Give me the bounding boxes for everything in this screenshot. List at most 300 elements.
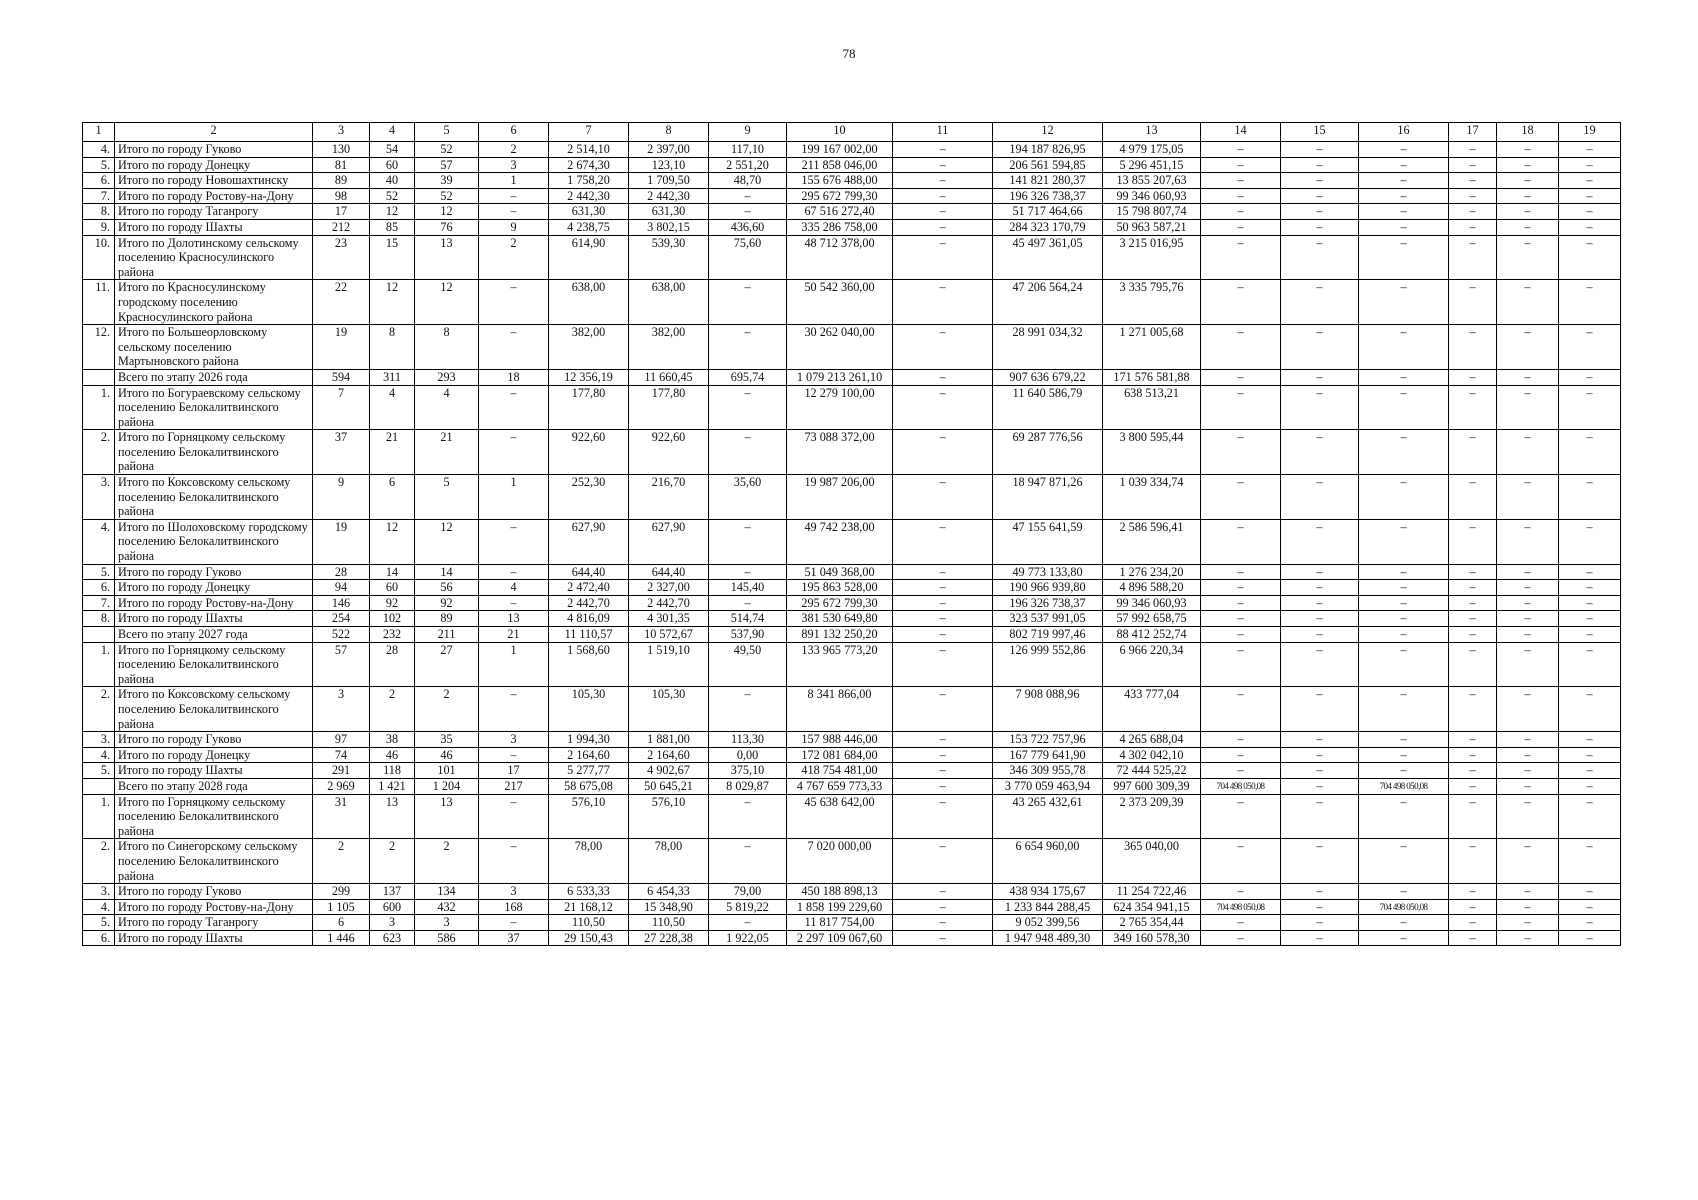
table-cell: 335 286 758,00 (787, 219, 893, 235)
table-cell: – (1449, 884, 1497, 900)
table-cell: – (1201, 611, 1281, 627)
table-cell: 695,74 (709, 369, 787, 385)
table-cell: – (893, 142, 993, 158)
table-cell: 73 088 372,00 (787, 430, 893, 475)
table-cell: 47 206 564,24 (993, 280, 1103, 325)
table-cell: – (1359, 325, 1449, 370)
table-cell: – (1201, 142, 1281, 158)
table-cell: – (1449, 732, 1497, 748)
table-cell: – (479, 564, 549, 580)
table-cell: 6 966 220,34 (1103, 642, 1201, 687)
table-cell: – (1497, 385, 1559, 430)
table-cell: 50 542 360,00 (787, 280, 893, 325)
table-cell: 3 (479, 157, 549, 173)
table-cell: – (1559, 280, 1621, 325)
table-cell: – (1559, 611, 1621, 627)
table-cell: 3 (479, 732, 549, 748)
row-label: Итого по городу Донецку (115, 157, 313, 173)
row-number (83, 369, 115, 385)
table-cell: 293 (415, 369, 479, 385)
row-number: 8. (83, 611, 115, 627)
table-cell: 21 (370, 430, 415, 475)
table-cell: 50 963 587,21 (1103, 219, 1201, 235)
table-cell: 28 991 034,32 (993, 325, 1103, 370)
table-cell: – (1201, 430, 1281, 475)
table-cell: – (1449, 595, 1497, 611)
table-cell: – (1281, 564, 1359, 580)
table-cell: – (1449, 157, 1497, 173)
table-cell: 134 (415, 884, 479, 900)
table-cell: – (479, 430, 549, 475)
table-cell: – (1497, 369, 1559, 385)
table-cell: 638 513,21 (1103, 385, 1201, 430)
table-cell: – (479, 747, 549, 763)
table-cell: – (1201, 687, 1281, 732)
table-cell: 13 855 207,63 (1103, 173, 1201, 189)
table-cell: 2 442,70 (629, 595, 709, 611)
table-row (83, 173, 1621, 189)
table-cell: 382,00 (549, 325, 629, 370)
table-cell: – (1359, 157, 1449, 173)
table-cell: 141 821 280,37 (993, 173, 1103, 189)
table-cell: 4 302 042,10 (1103, 747, 1201, 763)
table-cell: 614,90 (549, 235, 629, 280)
table-cell: 52 (415, 188, 479, 204)
table-cell: 30 262 040,00 (787, 325, 893, 370)
row-label: Итого по Шолоховскому городскому поселению Белокалитвинского района (115, 519, 313, 564)
table-cell: – (1201, 884, 1281, 900)
table-cell: 92 (370, 595, 415, 611)
table-cell: – (1359, 519, 1449, 564)
table-cell: 206 561 594,85 (993, 157, 1103, 173)
table-cell: 252,30 (549, 475, 629, 520)
table-cell: 113,30 (709, 732, 787, 748)
table-cell: – (1359, 430, 1449, 475)
table-cell: 2 442,70 (549, 595, 629, 611)
table-cell: – (1201, 794, 1281, 839)
table-cell: – (1201, 385, 1281, 430)
table-cell: 2 (313, 839, 370, 884)
table-cell: 1 709,50 (629, 173, 709, 189)
row-label: Итого по городу Гуково (115, 142, 313, 158)
column-header: 19 (1559, 123, 1621, 142)
table-cell: – (1449, 627, 1497, 643)
table-cell: 48 712 378,00 (787, 235, 893, 280)
table-row (83, 235, 1621, 280)
table-cell: 349 160 578,30 (1103, 930, 1201, 946)
table-cell: 1 (479, 642, 549, 687)
table-cell: 145,40 (709, 580, 787, 596)
table-cell: – (1449, 915, 1497, 931)
table-cell: 12 356,19 (549, 369, 629, 385)
table-cell: 28 (313, 564, 370, 580)
table-cell: 97 (313, 732, 370, 748)
table-cell: 8 341 866,00 (787, 687, 893, 732)
table-cell: 537,90 (709, 627, 787, 643)
table-cell: – (1559, 519, 1621, 564)
table-cell: – (1559, 475, 1621, 520)
table-cell: – (1201, 173, 1281, 189)
table-cell: 1 421 (370, 778, 415, 794)
table-cell: 9 052 399,56 (993, 915, 1103, 931)
row-number: 4. (83, 747, 115, 763)
column-header: 9 (709, 123, 787, 142)
table-cell: – (1359, 564, 1449, 580)
table-cell: – (1201, 325, 1281, 370)
table-cell: 6 654 960,00 (993, 839, 1103, 884)
table-cell: 299 (313, 884, 370, 900)
table-cell: 1 994,30 (549, 732, 629, 748)
table-cell: – (1281, 595, 1359, 611)
table-cell: 123,10 (629, 157, 709, 173)
table-cell: – (479, 839, 549, 884)
row-label: Итого по Богураевскому сельскому поселению Белокалитвинского района (115, 385, 313, 430)
table-cell: – (1449, 385, 1497, 430)
table-cell: 638,00 (549, 280, 629, 325)
table-cell: – (1559, 627, 1621, 643)
table-cell: 576,10 (629, 794, 709, 839)
table-cell: – (1449, 763, 1497, 779)
row-label: Итого по Коксовскому сельскому поселению Белокалитвинского района (115, 475, 313, 520)
table-cell: – (893, 188, 993, 204)
table-cell: 39 (415, 173, 479, 189)
table-cell: – (1497, 747, 1559, 763)
table-cell: 12 (415, 519, 479, 564)
table-cell: 3 770 059 463,94 (993, 778, 1103, 794)
row-number: 6. (83, 580, 115, 596)
row-label: Итого по Красносулинскому городскому поселению Красносулинского района (115, 280, 313, 325)
table-cell: – (893, 475, 993, 520)
table-cell: – (1497, 430, 1559, 475)
row-number: 1. (83, 642, 115, 687)
table-cell: 624 354 941,15 (1103, 899, 1201, 915)
table-cell: 631,30 (629, 204, 709, 220)
table-cell: – (1559, 763, 1621, 779)
table-cell: 2 674,30 (549, 157, 629, 173)
table-cell: 12 (370, 519, 415, 564)
table-cell: – (479, 385, 549, 430)
table-cell: – (1281, 475, 1359, 520)
table-cell: – (1449, 325, 1497, 370)
table-cell: – (1497, 157, 1559, 173)
table-cell: – (1497, 280, 1559, 325)
column-header: 3 (313, 123, 370, 142)
table-cell: 51 717 464,66 (993, 204, 1103, 220)
table-cell: – (1359, 595, 1449, 611)
table-cell: 15 798 807,74 (1103, 204, 1201, 220)
table-cell: 157 988 446,00 (787, 732, 893, 748)
row-label: Итого по городу Гуково (115, 884, 313, 900)
table-row (83, 325, 1621, 370)
table-cell: 27 (415, 642, 479, 687)
table-cell: 45 638 642,00 (787, 794, 893, 839)
table-cell: – (479, 519, 549, 564)
table-cell: – (893, 899, 993, 915)
column-header: 1 (83, 123, 115, 142)
table-row (83, 611, 1621, 627)
table-cell: – (479, 915, 549, 931)
table-cell: 375,10 (709, 763, 787, 779)
row-label: Итого по городу Таганрогу (115, 204, 313, 220)
table-cell: 196 326 738,37 (993, 188, 1103, 204)
table-row (83, 564, 1621, 580)
table-cell: – (709, 188, 787, 204)
table-cell: – (1497, 188, 1559, 204)
table-cell: – (1359, 747, 1449, 763)
table-cell: 190 966 939,80 (993, 580, 1103, 596)
table-cell: – (1497, 687, 1559, 732)
table-cell: 38 (370, 732, 415, 748)
table-cell: 60 (370, 157, 415, 173)
table-cell: 381 530 649,80 (787, 611, 893, 627)
table-cell: – (1449, 235, 1497, 280)
table-cell: 48,70 (709, 173, 787, 189)
table-cell: – (1449, 280, 1497, 325)
table-cell: – (1449, 519, 1497, 564)
column-header: 14 (1201, 123, 1281, 142)
table-cell: – (1281, 188, 1359, 204)
table-cell: 907 636 679,22 (993, 369, 1103, 385)
row-number: 5. (83, 157, 115, 173)
table-cell: – (1201, 188, 1281, 204)
table-cell: – (1497, 732, 1559, 748)
table-cell: 12 (415, 204, 479, 220)
table-cell: 2 397,00 (629, 142, 709, 158)
table-cell: 29 150,43 (549, 930, 629, 946)
row-label: Итого по городу Таганрогу (115, 915, 313, 931)
table-cell: 15 (370, 235, 415, 280)
table-cell: – (709, 794, 787, 839)
table-cell: – (1497, 915, 1559, 931)
table-cell: – (1559, 235, 1621, 280)
table-cell: 1 233 844 288,45 (993, 899, 1103, 915)
table-cell: – (1449, 930, 1497, 946)
table-cell: – (1281, 157, 1359, 173)
table-cell: 105,30 (549, 687, 629, 732)
table-cell: 12 (415, 280, 479, 325)
table-cell: – (1559, 839, 1621, 884)
table-cell: – (1449, 475, 1497, 520)
table-cell: – (893, 839, 993, 884)
table-cell: – (479, 325, 549, 370)
table-cell: 50 645,21 (629, 778, 709, 794)
table-row (83, 157, 1621, 173)
table-cell: 14 (370, 564, 415, 580)
table-cell: 586 (415, 930, 479, 946)
column-header: 12 (993, 123, 1103, 142)
table-cell: – (1449, 219, 1497, 235)
table-cell: 2 (479, 235, 549, 280)
row-number: 7. (83, 188, 115, 204)
table-cell: – (1201, 369, 1281, 385)
table-cell: 177,80 (629, 385, 709, 430)
table-cell: – (1559, 564, 1621, 580)
row-label: Итого по Горняцкому сельскому поселению Белокалитвинского района (115, 794, 313, 839)
table-row (83, 763, 1621, 779)
row-label: Итого по городу Ростову-на-Дону (115, 899, 313, 915)
table-cell: 0,00 (709, 747, 787, 763)
column-header: 16 (1359, 123, 1449, 142)
table-cell: 365 040,00 (1103, 839, 1201, 884)
table-cell: – (1281, 747, 1359, 763)
table-cell: – (893, 687, 993, 732)
table-cell: – (1281, 430, 1359, 475)
table-cell: – (1497, 173, 1559, 189)
table-cell: – (1559, 142, 1621, 158)
table-cell: – (479, 687, 549, 732)
table-cell: 1 276 234,20 (1103, 564, 1201, 580)
table-cell: 254 (313, 611, 370, 627)
row-number (83, 627, 115, 643)
table-cell: – (1281, 325, 1359, 370)
table-cell: – (1281, 519, 1359, 564)
table-cell: 88 412 252,74 (1103, 627, 1201, 643)
table-cell: 155 676 488,00 (787, 173, 893, 189)
table-cell: – (1449, 839, 1497, 884)
table-cell: 11 660,45 (629, 369, 709, 385)
table-cell: 3 800 595,44 (1103, 430, 1201, 475)
table-cell: 4 265 688,04 (1103, 732, 1201, 748)
table-cell: – (1201, 627, 1281, 643)
table-cell: 323 537 991,05 (993, 611, 1103, 627)
data-table (82, 122, 1621, 946)
table-cell: – (1359, 142, 1449, 158)
table-cell: 85 (370, 219, 415, 235)
table-cell: 2 164,60 (629, 747, 709, 763)
table-cell: 4 816,09 (549, 611, 629, 627)
table-cell: 638,00 (629, 280, 709, 325)
table-cell: 101 (415, 763, 479, 779)
table-cell: 57 (415, 157, 479, 173)
table-cell: – (1201, 747, 1281, 763)
table-row (83, 219, 1621, 235)
table-cell: 627,90 (629, 519, 709, 564)
table-cell: 118 (370, 763, 415, 779)
table-cell: – (893, 611, 993, 627)
row-label: Итого по городу Шахты (115, 219, 313, 235)
table-cell: – (1559, 219, 1621, 235)
table-cell: – (1359, 687, 1449, 732)
table-cell: 75,60 (709, 235, 787, 280)
table-cell: – (1281, 930, 1359, 946)
table-cell: 2 472,40 (549, 580, 629, 596)
table-cell: 1 204 (415, 778, 479, 794)
table-cell: – (1559, 595, 1621, 611)
table-cell: – (1497, 839, 1559, 884)
column-header: 2 (115, 123, 313, 142)
table-cell: 7 (313, 385, 370, 430)
column-header: 4 (370, 123, 415, 142)
table-cell: 102 (370, 611, 415, 627)
table-cell: 1 (479, 173, 549, 189)
table-cell: – (1359, 385, 1449, 430)
table-row (83, 595, 1621, 611)
table-cell: – (1559, 930, 1621, 946)
table-cell: – (1497, 627, 1559, 643)
table-cell: – (1359, 188, 1449, 204)
column-header: 8 (629, 123, 709, 142)
row-label: Итого по Горняцкому сельскому поселению Белокалитвинского района (115, 642, 313, 687)
row-label: Итого по городу Новошахтинску (115, 173, 313, 189)
table-cell: 346 309 955,78 (993, 763, 1103, 779)
table-cell: – (1449, 899, 1497, 915)
table-cell: – (893, 235, 993, 280)
table-cell: 1 568,60 (549, 642, 629, 687)
row-label: Итого по Большеорловскому сельскому поселению Мартыновского района (115, 325, 313, 370)
table-cell: – (1497, 564, 1559, 580)
table-cell: 1 758,20 (549, 173, 629, 189)
table-cell: – (1201, 235, 1281, 280)
row-label: Всего по этапу 2026 года (115, 369, 313, 385)
table-cell: – (709, 595, 787, 611)
table-cell: 43 265 432,61 (993, 794, 1103, 839)
table-cell: – (709, 385, 787, 430)
table-cell: – (709, 687, 787, 732)
row-number: 5. (83, 915, 115, 931)
table-cell: – (1359, 219, 1449, 235)
table-cell: 2 514,10 (549, 142, 629, 158)
table-cell: 2 969 (313, 778, 370, 794)
table-cell: – (1281, 732, 1359, 748)
table-cell: 18 (479, 369, 549, 385)
table-row (83, 642, 1621, 687)
table-cell: 623 (370, 930, 415, 946)
table-cell: – (1359, 580, 1449, 596)
table-cell: 76 (415, 219, 479, 235)
table-cell: – (1281, 580, 1359, 596)
table-cell: – (1497, 325, 1559, 370)
table-cell: 2 327,00 (629, 580, 709, 596)
table-cell: – (893, 642, 993, 687)
table-cell: – (1497, 142, 1559, 158)
table-cell: – (1281, 642, 1359, 687)
table-row (83, 519, 1621, 564)
table-cell: 4 238,75 (549, 219, 629, 235)
row-label: Всего по этапу 2028 года (115, 778, 313, 794)
table-row (83, 430, 1621, 475)
table-cell: 19 (313, 325, 370, 370)
table-cell: 199 167 002,00 (787, 142, 893, 158)
table-cell: 8 (415, 325, 479, 370)
table-cell: – (1281, 204, 1359, 220)
table-cell: 9 (479, 219, 549, 235)
table-cell: 46 (415, 747, 479, 763)
table-cell: – (893, 884, 993, 900)
table-cell: – (1359, 235, 1449, 280)
table-cell: 382,00 (629, 325, 709, 370)
table-cell: – (1497, 884, 1559, 900)
table-cell: – (1497, 642, 1559, 687)
table-cell: 2 586 596,41 (1103, 519, 1201, 564)
row-label: Всего по этапу 2027 года (115, 627, 313, 643)
table-cell: 600 (370, 899, 415, 915)
column-header: 10 (787, 123, 893, 142)
table-cell: 171 576 581,88 (1103, 369, 1201, 385)
table-cell: – (1281, 142, 1359, 158)
table-cell: – (1449, 173, 1497, 189)
table-cell: – (1559, 747, 1621, 763)
table-cell: 69 287 776,56 (993, 430, 1103, 475)
table-cell: – (1449, 142, 1497, 158)
table-cell: – (1359, 930, 1449, 946)
table-cell: 1 (479, 475, 549, 520)
table-cell: 13 (370, 794, 415, 839)
table-cell: 81 (313, 157, 370, 173)
table-cell: – (709, 564, 787, 580)
table-cell: 1 446 (313, 930, 370, 946)
table-cell: 2 (479, 142, 549, 158)
table-cell: 153 722 757,96 (993, 732, 1103, 748)
